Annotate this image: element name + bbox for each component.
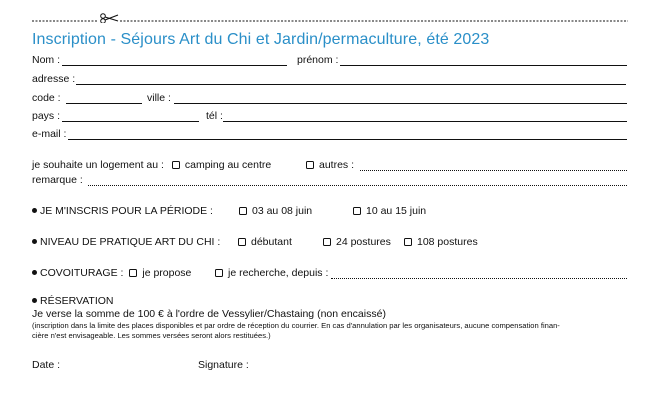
- periode-1-label: 03 au 08 juin: [252, 205, 313, 217]
- covoiturage-label: COVOITURAGE :: [40, 267, 124, 279]
- camping-checkbox[interactable]: [172, 159, 185, 172]
- scissors-icon: [101, 14, 118, 23]
- checkbox-icon: [238, 238, 246, 246]
- ville-field[interactable]: [174, 103, 627, 104]
- periode-row: [32, 205, 213, 218]
- postures-108-checkbox[interactable]: [404, 236, 417, 249]
- form-title: Inscription - Séjours Art du Chi et Jardin/permaculture, été 2023: [32, 31, 490, 48]
- logement-label: je souhaite un logement au :: [32, 159, 164, 171]
- niveau-option-1: [238, 236, 292, 249]
- autres-checkbox[interactable]: [306, 159, 319, 172]
- periode-2-label: 10 au 15 juin: [366, 205, 427, 217]
- bullet-icon: [32, 239, 37, 244]
- periode-option-1: [239, 205, 312, 218]
- bullet-icon: [32, 298, 37, 303]
- niveau-option-2: [323, 236, 391, 249]
- propose-label: je propose: [142, 267, 192, 279]
- bullet-icon: [32, 270, 37, 275]
- date-label: Date :: [32, 359, 61, 371]
- periode-1-checkbox[interactable]: [239, 205, 252, 218]
- prenom-field[interactable]: [340, 65, 627, 66]
- signature-label: Signature :: [198, 359, 249, 371]
- email-label: e-mail :: [32, 128, 67, 140]
- code-field[interactable]: [66, 103, 142, 104]
- debutant-checkbox[interactable]: [238, 236, 251, 249]
- tel-label: tél :: [206, 110, 223, 122]
- checkbox-icon: [239, 207, 247, 215]
- email-field[interactable]: [68, 139, 627, 140]
- postures-24-label: 24 postures: [336, 236, 391, 248]
- checkbox-icon: [323, 238, 331, 246]
- recherche-label: je recherche, depuis :: [228, 267, 329, 279]
- autres-field[interactable]: [360, 170, 627, 171]
- nom-field[interactable]: [62, 65, 287, 66]
- debutant-label: débutant: [251, 236, 292, 248]
- checkbox-icon: [172, 161, 180, 169]
- periode-2-checkbox[interactable]: [353, 205, 366, 218]
- adresse-label: adresse :: [32, 73, 76, 85]
- reservation-note-1: (inscription dans la limite des places disponibles et par ordre de réception du courrier. En cas d'annulation par les organisateurs, aucune compensation finan-: [32, 321, 560, 330]
- cut-line: [32, 13, 628, 23]
- prenom-label: prénom :: [297, 54, 339, 66]
- reservation-note-2: cière n'est envisageable. Les sommes versées seront alors restituées.): [32, 331, 271, 340]
- pays-field[interactable]: [62, 121, 199, 122]
- postures-24-checkbox[interactable]: [323, 236, 336, 249]
- camping-label: camping au centre: [184, 159, 272, 171]
- pays-label: pays :: [32, 110, 61, 122]
- reservation-label: RÉSERVATION: [40, 295, 114, 307]
- ville-label: ville :: [147, 92, 171, 104]
- niveau-label: NIVEAU DE PRATIQUE ART DU CHI :: [40, 236, 221, 248]
- remarque-field[interactable]: [88, 185, 627, 186]
- checkbox-icon: [306, 161, 314, 169]
- autres-option: [306, 159, 354, 172]
- autres-label: autres :: [319, 159, 355, 171]
- covoiturage-row: [32, 267, 191, 280]
- periode-option-2: [353, 205, 426, 218]
- niveau-option-3: [404, 236, 478, 249]
- nom-label: Nom :: [32, 54, 61, 66]
- checkbox-icon: [404, 238, 412, 246]
- remarque-label: remarque :: [32, 174, 83, 186]
- periode-label: JE M'INSCRIS POUR LA PÉRIODE :: [40, 205, 213, 217]
- recherche-field[interactable]: [331, 278, 627, 279]
- niveau-row: [32, 236, 220, 249]
- checkbox-icon: [129, 269, 137, 277]
- bullet-icon: [32, 208, 37, 213]
- postures-108-label: 108 postures: [417, 236, 478, 248]
- propose-checkbox[interactable]: [129, 267, 142, 280]
- adresse-field[interactable]: [76, 84, 626, 85]
- tel-field[interactable]: [223, 121, 627, 122]
- checkbox-icon: [353, 207, 361, 215]
- reservation-heading: [32, 295, 114, 308]
- code-label: code :: [32, 92, 61, 104]
- covoiturage-option-2: [215, 267, 328, 280]
- checkbox-icon: [215, 269, 223, 277]
- logement-row: [32, 159, 271, 172]
- recherche-checkbox[interactable]: [215, 267, 228, 280]
- reservation-text: Je verse la somme de 100 € à l'ordre de Vessylier/Chastaing (non encaissé): [32, 308, 386, 320]
